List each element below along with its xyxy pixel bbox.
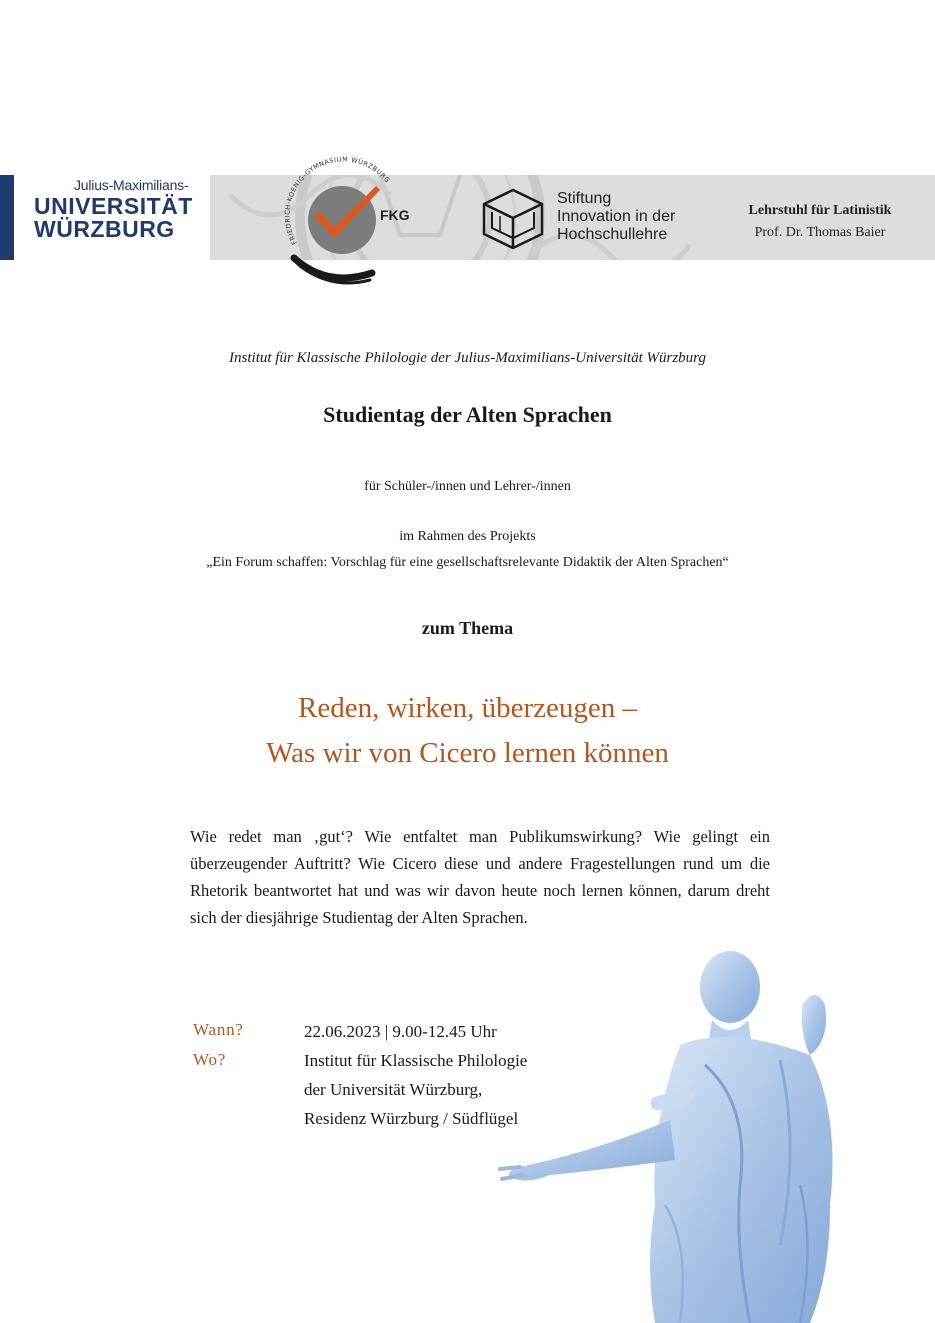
chair-block	[730, 200, 910, 244]
where-line1: Institut für Klassische Philologie	[304, 1051, 528, 1070]
project-intro: im Rahmen des Projekts	[399, 529, 536, 544]
where-label: Wo?	[193, 1050, 227, 1069]
fkg-swoosh	[294, 258, 372, 278]
institute-line: Institut für Klassische Philologie der Julius-Maximilians-Universität Würzburg	[229, 350, 706, 366]
headline-line2: Was wir von Cicero lernen können	[266, 737, 669, 769]
cicero-statue-image	[480, 945, 935, 1323]
university-logo-line2: UNIVERSITÄT	[34, 193, 193, 219]
chair-name: Lehrstuhl für Latinistik	[748, 203, 892, 218]
where-line2: der Universität Würzburg,	[304, 1080, 483, 1099]
topic-label: zum Thema	[421, 618, 514, 638]
university-logo	[0, 175, 210, 260]
when-value: 22.06.2023 | 9.00-12.45 Uhr	[304, 1022, 497, 1041]
fkg-short-name: FKG	[380, 207, 410, 223]
headline	[0, 686, 935, 776]
university-logo-line3: WÜRZBURG	[34, 216, 175, 242]
foundation-line2: Innovation in der	[557, 208, 676, 225]
university-logo-bar	[0, 175, 14, 260]
where-line3: Residenz Würzburg / Südflügel	[304, 1109, 519, 1128]
university-logo-wordmark	[34, 195, 193, 241]
abstract-paragraph: Wie redet man ‚gut‘? Wie entfaltet man Publikumswirkung? Wie gelingt ein überzeugender Auftritt? Wie Cicero diese und andere Fragestellungen rund um die Rhetorik beantwortet hat und was wir davon heute noch lernen können, darum dreht sich der diesjährige Studientag der Alten Sprachen.	[190, 827, 770, 927]
fkg-ring-text: FRIEDRICH-KOENIG-GYMNASIUM WÜRZBURG	[283, 155, 392, 246]
headline-line1: Reden, wirken, überzeugen –	[297, 692, 637, 724]
where-value	[304, 1046, 527, 1133]
foundation-logo-text	[557, 190, 675, 244]
cube-icon	[482, 188, 544, 250]
foundation-line3: Hochschullehre	[557, 226, 668, 243]
project-name: „Ein Forum schaffen: Vorschlag für eine gesellschaftsrelevante Didaktik der Alten Sprachen“	[206, 555, 729, 570]
chair-professor: Prof. Dr. Thomas Baier	[754, 225, 886, 240]
foundation-line1: Stiftung	[557, 190, 612, 207]
page-title: Studientag der Alten Sprachen	[323, 402, 612, 427]
university-logo-subtitle: Julius-Maximilians-	[74, 177, 189, 193]
when-label: Wann?	[193, 1020, 244, 1039]
audience-line: für Schüler-/innen und Lehrer-/innen	[364, 479, 571, 494]
